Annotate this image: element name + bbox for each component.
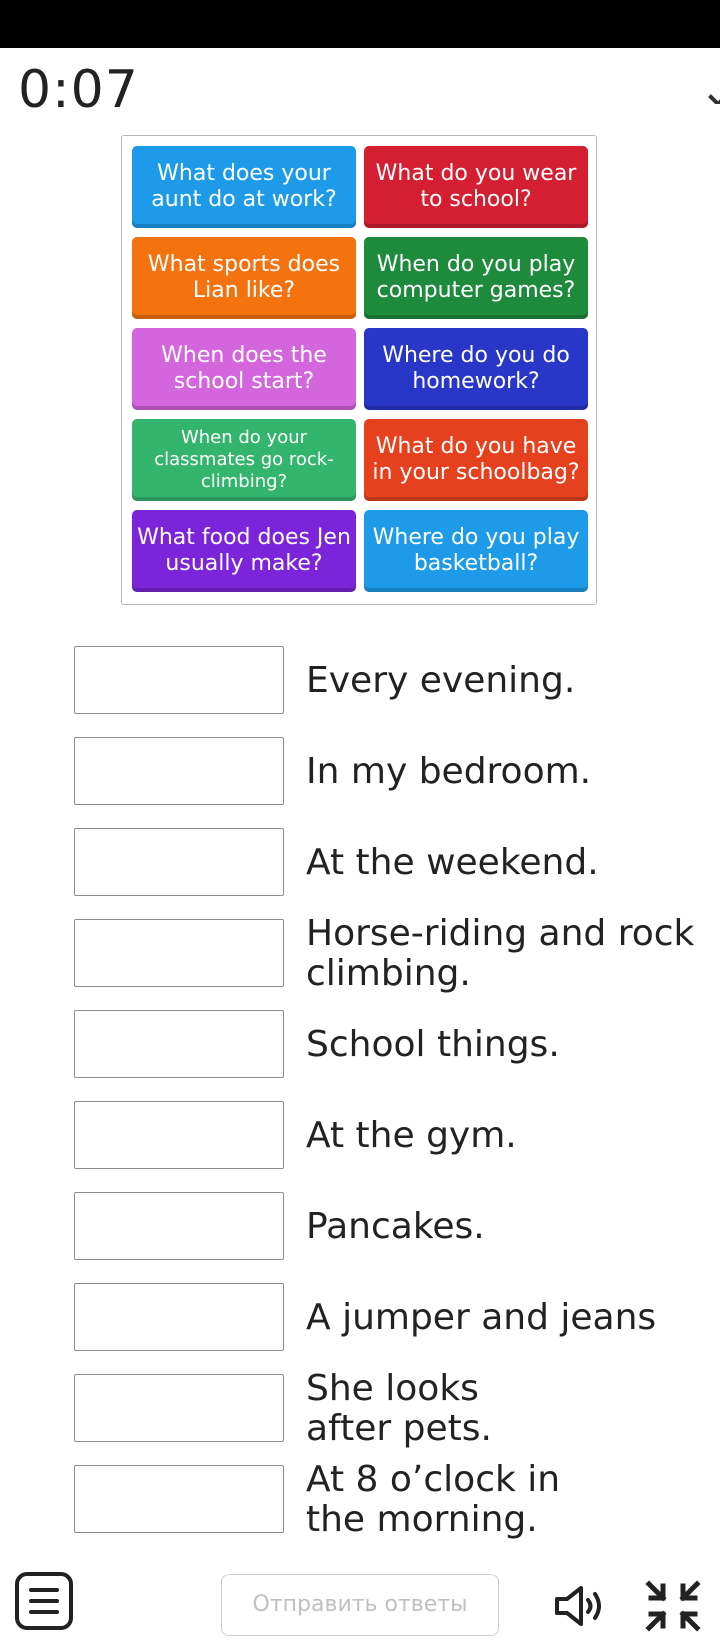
question-tile[interactable]: Where do you do homework? bbox=[364, 328, 588, 410]
question-tile[interactable]: What do you have in your schoolbag? bbox=[364, 419, 588, 501]
answer-drop-box[interactable] bbox=[74, 1374, 284, 1442]
answer-drop-box[interactable] bbox=[74, 919, 284, 987]
answer-row bbox=[74, 1101, 714, 1171]
answer-text: A jumper and jeans bbox=[306, 1297, 657, 1338]
answer-row bbox=[74, 1010, 714, 1080]
answer-row bbox=[74, 913, 714, 994]
tiles-panel bbox=[121, 135, 597, 605]
sound-icon[interactable] bbox=[554, 1584, 606, 1628]
timer: 0:07 bbox=[18, 60, 139, 120]
answer-row bbox=[74, 1459, 714, 1540]
answer-drop-box[interactable] bbox=[74, 646, 284, 714]
answer-text: In my bedroom. bbox=[306, 751, 592, 792]
answer-row bbox=[74, 1283, 714, 1353]
question-tile[interactable]: When does the school start? bbox=[132, 328, 356, 410]
question-tile[interactable]: When do your classmates go rock-climbing? bbox=[132, 419, 356, 501]
status-bar bbox=[0, 0, 720, 48]
answer-text: At 8 o’clock in the morning. bbox=[306, 1459, 561, 1540]
answer-row bbox=[74, 1192, 714, 1262]
answer-drop-box[interactable] bbox=[74, 1192, 284, 1260]
question-tile[interactable]: Where do you play basketball? bbox=[364, 510, 588, 592]
answer-drop-box[interactable] bbox=[74, 828, 284, 896]
answer-drop-box[interactable] bbox=[74, 1010, 284, 1078]
exit-fullscreen-icon[interactable] bbox=[645, 1580, 701, 1632]
chevron-left-icon[interactable] bbox=[708, 88, 720, 104]
question-tile[interactable]: What food does Jen usually make? bbox=[132, 510, 356, 592]
answer-drop-box[interactable] bbox=[74, 1465, 284, 1533]
answer-text: Horse-riding and rock climbing. bbox=[306, 913, 695, 994]
answer-text: Pancakes. bbox=[306, 1206, 485, 1247]
question-tile[interactable]: What do you wear to school? bbox=[364, 146, 588, 228]
answer-text: At the weekend. bbox=[306, 842, 599, 883]
answer-drop-box[interactable] bbox=[74, 737, 284, 805]
answer-text: School things. bbox=[306, 1024, 560, 1065]
answer-row bbox=[74, 646, 714, 716]
answer-row bbox=[74, 737, 714, 807]
answer-row bbox=[74, 828, 714, 898]
question-tile[interactable]: What sports does Lian like? bbox=[132, 237, 356, 319]
answer-drop-box[interactable] bbox=[74, 1283, 284, 1351]
answer-text: She looks after pets. bbox=[306, 1368, 492, 1449]
answer-row bbox=[74, 1368, 714, 1449]
answer-text: Every evening. bbox=[306, 660, 576, 701]
answer-drop-box[interactable] bbox=[74, 1101, 284, 1169]
question-tile[interactable]: What does your aunt do at work? bbox=[132, 146, 356, 228]
menu-icon[interactable] bbox=[15, 1572, 73, 1630]
question-tile[interactable]: When do you play computer games? bbox=[364, 237, 588, 319]
submit-answers-button[interactable]: Отправить ответы bbox=[221, 1574, 499, 1636]
answer-text: At the gym. bbox=[306, 1115, 517, 1156]
